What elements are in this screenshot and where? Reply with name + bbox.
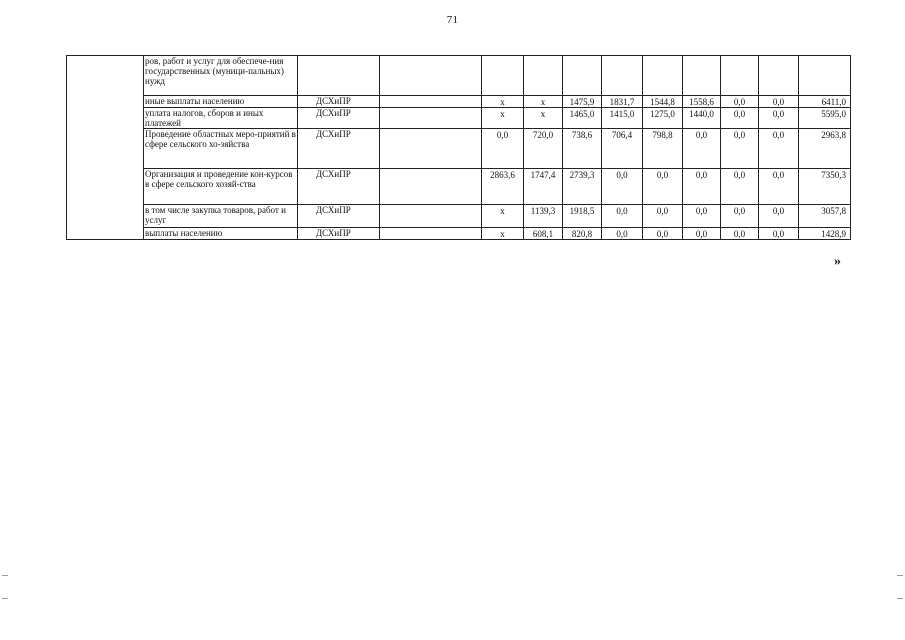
value-cell: 608,1 [524,228,563,240]
value-cell: х [482,228,524,240]
value-cell: х [482,205,524,228]
value-cell: 1475,9 [563,96,602,108]
crop-mark [897,575,903,576]
value-cell: 1139,3 [524,205,563,228]
value-cell: 0,0 [643,228,683,240]
source-cell [380,108,482,129]
value-cell: 0,0 [683,228,721,240]
value-cell: 0,0 [759,108,799,129]
row-name-cell: ров, работ и услуг для обеспече-ния государственных (муници-пальных) нужд [144,56,298,96]
table-row [67,96,851,108]
executor-cell: ДСХиПР [298,205,380,228]
source-cell [380,96,482,108]
value-cell: 0,0 [759,96,799,108]
executor-cell [298,56,380,96]
value-cell: 1831,7 [602,96,643,108]
value-cell: 0,0 [683,169,721,205]
value-cell [563,56,602,96]
value-cell: 1275,0 [643,108,683,129]
value-cell [643,56,683,96]
value-cell: 0,0 [683,205,721,228]
value-cell: 0,0 [721,96,759,108]
row-name-cell: иные выплаты населению [144,96,298,108]
row-name-cell: в том числе закупка товаров, работ и услуг [144,205,298,228]
value-cell: 0,0 [643,205,683,228]
row-name-cell: выплаты населению [144,228,298,240]
value-cell [683,56,721,96]
executor-cell: ДСХиПР [298,108,380,129]
value-cell: 0,0 [759,205,799,228]
source-cell [380,205,482,228]
value-cell: 0,0 [721,169,759,205]
value-cell: 1544,8 [643,96,683,108]
closing-quote-mark: » [834,254,841,269]
row-name-cell: Проведение областных меро-приятий в сфере сельского хо-зяйства [144,129,298,169]
value-cell: 706,4 [602,129,643,169]
budget-table [66,55,851,240]
value-cell: 1558,6 [683,96,721,108]
crop-mark [2,575,8,576]
table-row [67,205,851,228]
value-cell: х [482,96,524,108]
table-row [67,169,851,205]
table-row [67,56,851,96]
page-number: 71 [446,14,459,26]
source-cell [380,56,482,96]
value-cell: 1415,0 [602,108,643,129]
value-cell: х [524,96,563,108]
executor-cell: ДСХиПР [298,169,380,205]
value-cell: 0,0 [602,205,643,228]
value-cell: 0,0 [759,129,799,169]
value-cell: 1465,0 [563,108,602,129]
value-cell: 0,0 [721,108,759,129]
value-cell: 1440,0 [683,108,721,129]
source-cell [380,228,482,240]
value-cell: 2863,6 [482,169,524,205]
executor-cell: ДСХиПР [298,96,380,108]
value-cell [602,56,643,96]
total-cell: 5595,0 [799,108,851,129]
crop-mark [897,598,903,599]
row-name-cell: Организация и проведение кон-курсов в сфере сельского хозяй-ства [144,169,298,205]
value-cell: 0,0 [683,129,721,169]
total-cell [799,56,851,96]
value-cell: 720,0 [524,129,563,169]
crop-mark [2,598,8,599]
value-cell: 0,0 [602,228,643,240]
value-cell: 0,0 [759,169,799,205]
value-cell: 798,8 [643,129,683,169]
value-cell: 0,0 [721,228,759,240]
source-cell [380,169,482,205]
row-number-cell [67,56,144,240]
total-cell: 6411,0 [799,96,851,108]
table-row [67,108,851,129]
value-cell: 0,0 [759,228,799,240]
executor-cell: ДСХиПР [298,228,380,240]
value-cell: 738,6 [563,129,602,169]
executor-cell: ДСХиПР [298,129,380,169]
value-cell [482,56,524,96]
value-cell: 0,0 [643,169,683,205]
value-cell [721,56,759,96]
value-cell: 0,0 [482,129,524,169]
value-cell: 0,0 [721,129,759,169]
row-name-cell: уплата налогов, сборов и иных платежей [144,108,298,129]
value-cell [759,56,799,96]
value-cell: х [524,108,563,129]
table-row [67,129,851,169]
value-cell: х [482,108,524,129]
total-cell: 7350,3 [799,169,851,205]
value-cell: 1747,4 [524,169,563,205]
total-cell: 3057,8 [799,205,851,228]
total-cell: 1428,9 [799,228,851,240]
value-cell [524,56,563,96]
value-cell: 1918,5 [563,205,602,228]
total-cell: 2963,8 [799,129,851,169]
value-cell: 0,0 [602,169,643,205]
value-cell: 820,8 [563,228,602,240]
value-cell: 2739,3 [563,169,602,205]
value-cell: 0,0 [721,205,759,228]
source-cell [380,129,482,169]
table-row [67,228,851,240]
